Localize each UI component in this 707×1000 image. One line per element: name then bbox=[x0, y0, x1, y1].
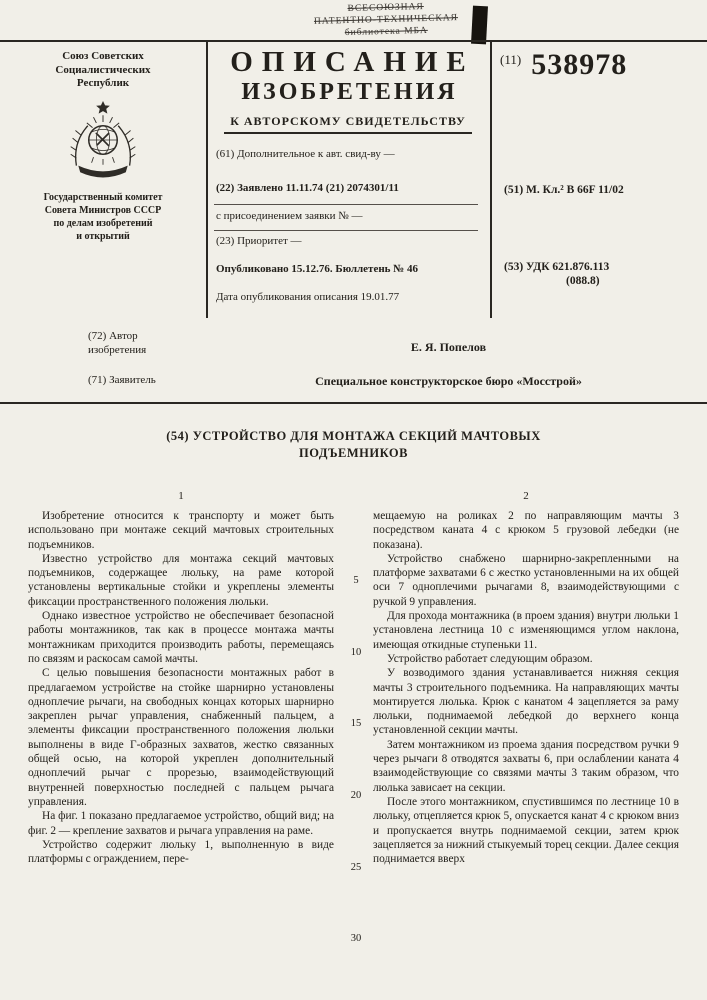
field-61-additional: (61) Дополнительное к авт. свид-ву — bbox=[216, 148, 395, 160]
paragraph: Устройство снабжено шарнирно-закрепленными на платформе захватами 6 с жестко установленными на их общей оси 7 одноплечими рычагами 8, взаимодействующими с ручкой 9 управления. bbox=[373, 552, 679, 608]
field-51-classification: (51) М. Кл.² B 66F 11/02 bbox=[504, 184, 624, 196]
author-field-label bbox=[88, 330, 146, 357]
field-divider bbox=[214, 230, 478, 231]
document-type-block bbox=[206, 42, 492, 318]
field-53-udk bbox=[504, 260, 609, 288]
invention-title-line: (54) УСТРОЙСТВО ДЛЯ МОНТАЖА СЕКЦИЙ МАЧТОВЫХ bbox=[166, 429, 541, 443]
line-number: 20 bbox=[350, 790, 362, 801]
line-number: 25 bbox=[350, 862, 362, 873]
paragraph: Устройство работает следующим образом. bbox=[387, 652, 593, 665]
field-23-priority: (23) Приоритет — bbox=[216, 235, 302, 247]
paragraph: Устройство содержит люльку 1, выполненную в виде платформы с ограждением, пере- bbox=[28, 838, 334, 866]
applicant-field-label: (71) Заявитель bbox=[88, 374, 156, 386]
stamp-line: ПАТЕНТНО-ТЕХНИЧЕСКАЯ bbox=[313, 13, 459, 27]
union-name bbox=[0, 50, 206, 91]
text-column-1 bbox=[28, 490, 334, 866]
committee-line: по делам изобретений bbox=[53, 217, 153, 229]
document-number-block bbox=[492, 42, 707, 318]
invention-title bbox=[0, 428, 707, 462]
paragraph: Известно устройство для монтажа секций мачтовых подъемников, содержащее люльку, на раме которой установлены вертикальные стойки и укреплены элементы фиксации пространственного положения люльки. bbox=[28, 552, 334, 608]
doc-title-opisanie: ОПИСАНИЕ bbox=[230, 46, 475, 78]
text-column-2 bbox=[373, 490, 679, 866]
paragraph: Для прохода монтажника (в проем здания) внутри люльки 1 установлена лестница 10 с изменяющимся углом наклона, имеющая откидные ступеньки 11. bbox=[373, 610, 679, 651]
line-number: 5 bbox=[353, 575, 359, 586]
doc-number-code: (11) bbox=[500, 52, 522, 67]
field-joined-application: с присоединением заявки № — bbox=[216, 210, 363, 222]
author-label-line: (72) Автор bbox=[88, 330, 138, 342]
udk-line: (53) УДК 621.876.113 bbox=[504, 261, 610, 273]
column-number: 2 bbox=[523, 490, 529, 502]
document-header bbox=[0, 42, 707, 318]
paragraph: На фиг. 1 показано предлагаемое устройство, общий вид; на фиг. 2 — крепление захватов и рычага управления на раме. bbox=[28, 810, 334, 837]
stamp-line: ВСЕСОЮЗНАЯ bbox=[347, 2, 424, 15]
union-line: Социалистических bbox=[55, 63, 151, 76]
doc-title-izobreteniya: ИЗОБРЕТЕНИЯ bbox=[241, 79, 458, 105]
stamp-line: библиотека МБА bbox=[344, 25, 428, 39]
applicant-name: Специальное конструкторское бюро «Мосстрой» bbox=[315, 374, 582, 388]
doc-number: 538978 bbox=[531, 48, 628, 81]
issuing-authority-block bbox=[0, 42, 208, 318]
author-name: Е. Я. Попелов bbox=[410, 340, 487, 354]
stamp-ink-mark bbox=[471, 6, 488, 45]
column-number: 1 bbox=[178, 490, 184, 502]
line-number: 30 bbox=[350, 933, 362, 944]
committee-line: Совета Министров СССР bbox=[44, 204, 162, 216]
line-number: 15 bbox=[350, 718, 362, 729]
paragraph: мещаемую на роликах 2 по направляющим мачты 3 посредством каната 4 с крюком 5 грузовой лебедки (не показана). bbox=[373, 510, 679, 551]
committee-line: Государственный комитет bbox=[43, 191, 163, 203]
paragraph: После этого монтажником, спустившимся по лестнице 10 в люльку, отцепляется крюк 5, опускается канат 4 с крюком вниз и пропускается внутрь поднимаемой секции, затем крюк зацепляется за нижний стыкуемый торец секции. Далее секция поднимается вверх bbox=[373, 795, 679, 866]
line-number: 10 bbox=[350, 647, 362, 658]
doc-number-row bbox=[492, 48, 707, 82]
doc-subtitle-wrap bbox=[206, 112, 490, 134]
paragraph: Однако известное устройство не обеспечивает безопасной работы монтажников, так как в процессе монтажа мачты монтажникам приходится производить работы, перемещаясь по связям и раскосам самой мачты. bbox=[28, 610, 334, 665]
library-stamp bbox=[296, 0, 477, 40]
author-label-line: изобретения bbox=[88, 343, 147, 356]
paragraph: Изобретение относится к транспорту и может быть использовано при монтаже секций мачтовых строительных подъемников. bbox=[28, 510, 334, 551]
field-22-filed: (22) Заявлено 11.11.74 (21) 2074301/11 bbox=[216, 182, 399, 194]
union-line: Союз Советских bbox=[62, 50, 144, 62]
field-divider bbox=[214, 204, 478, 205]
authors-section bbox=[0, 318, 707, 404]
description-body bbox=[28, 490, 679, 970]
invention-title-line: ПОДЪЕМНИКОВ bbox=[299, 446, 408, 460]
paragraph: У возводимого здания устанавливается нижняя секция мачты 3 строительного подъемника. На направляющих мачты монтируется люлька. Крюк с канатом 4 зацепляется за раму люльки, поднимаемой лебедкой до верхнего конца установленной секции мачты. bbox=[373, 667, 679, 737]
committee-line: и открытий bbox=[76, 230, 130, 242]
union-line: Республик bbox=[76, 77, 130, 89]
doc-subtitle: К АВТОРСКОМУ СВИДЕТЕЛЬСТВУ bbox=[224, 114, 472, 134]
udk-line: (088.8) bbox=[566, 275, 600, 287]
committee-name bbox=[0, 191, 206, 243]
field-publication-date: Дата опубликования описания 19.01.77 bbox=[216, 291, 400, 303]
paragraph: Затем монтажником из проема здания посредством ручки 9 через рычаги 8 отводятся захваты 6, при ослаблении каната 4 взаимодействующие со связями мачты 3 таким образом, что люлька зависает на секции. bbox=[373, 738, 679, 794]
paragraph: С целью повышения безопасности монтажных работ в предлагаемом устройстве на стойке шарнирно установлены одноплечие рычаги, на свободных концах которых шарнирно закреплен рычаг управления, снабженный пальцем, а элементы фиксации пространственного положения люльки выполнены в виде Г-образных захватов, жестко связанных общей осью, на которой укреплен дополнительный одноплечий рычаг с прорезью, взаимодействующий внутренней поверхностью последней с пальцем рычага управления. bbox=[28, 667, 334, 808]
field-published: Опубликовано 15.12.76. Бюллетень № 46 bbox=[216, 263, 419, 275]
ussr-coat-of-arms-icon bbox=[65, 99, 141, 181]
